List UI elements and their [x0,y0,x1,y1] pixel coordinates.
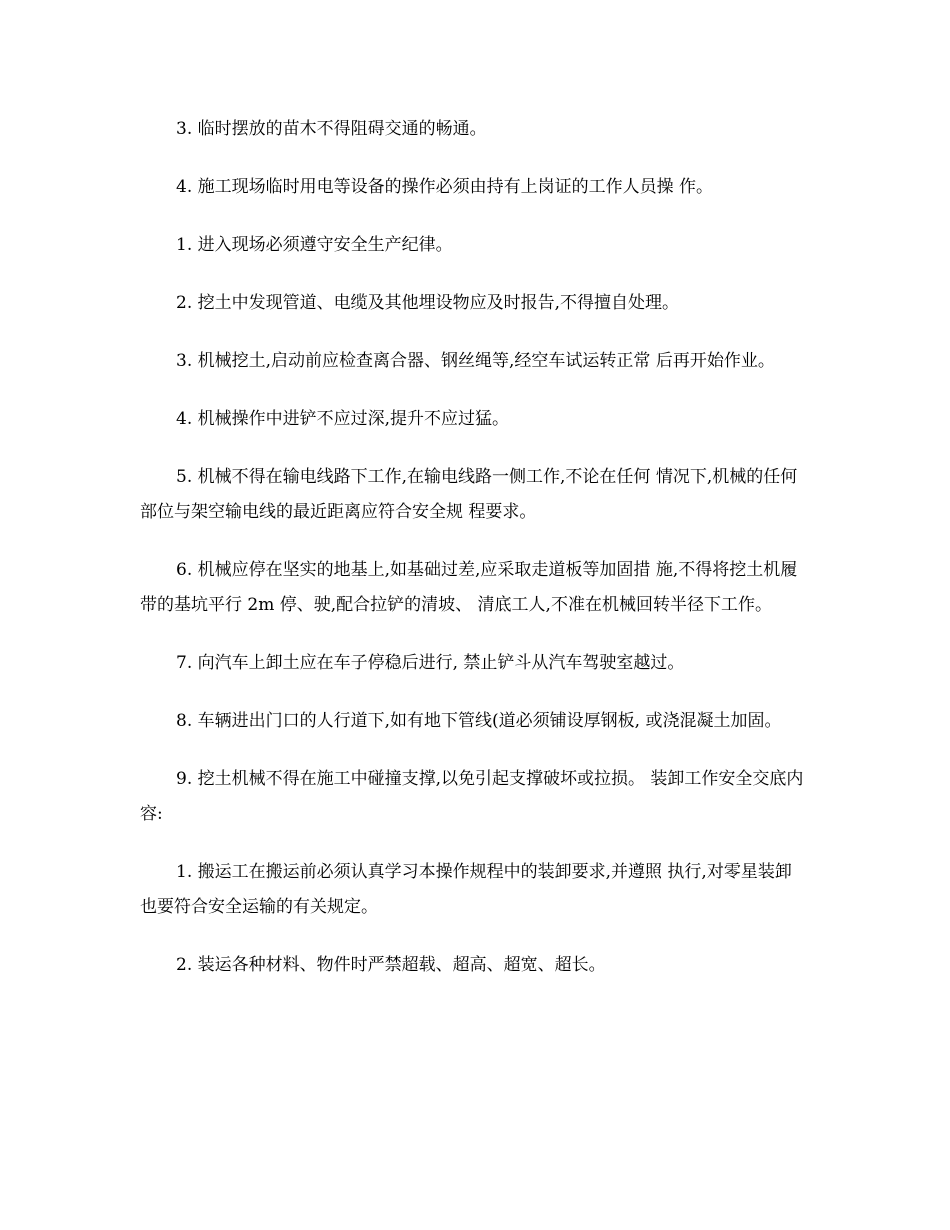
paragraph: 1. 进入现场必须遵守安全生产纪律。 [176,235,453,255]
paragraph: 7. 向汽车上卸土应在车子停稳后进行, 禁止铲斗从汽车驾驶室越过。 [176,653,685,673]
paragraph: 4. 机械操作中进铲不应过深,提升不应过猛。 [176,409,510,429]
document-body [140,112,808,1006]
paragraph: 2. 装运各种材料、物件时严禁超载、超高、超宽、超长。 [176,955,606,975]
paragraph: 1. 搬运工在搬运前必须认真学习本操作规程中的装卸要求,并遵照 执行,对零星装卸也要符合安全运输的有关规定。 [140,862,792,917]
paragraph: 5. 机械不得在输电线路下工作,在输电线路一侧工作,不论在任何 情况下,机械的任何部位与架空输电线的最近距离应符合安全规 程要求。 [140,467,798,522]
paragraph: 2. 挖土中发现管道、电缆及其他埋设物应及时报告,不得擅自处理。 [176,293,680,313]
paragraph: 6. 机械应停在坚实的地基上,如基础过差,应采取走道板等加固措 施,不得将挖土机履带的基坑平行 2m 停、驶,配合拉铲的清坡、 清底工人,不准在机械回转半径下工作。 [140,560,798,615]
paragraph: 8. 车辆进出门口的人行道下,如有地下管线(道必须铺设厚钢板, 或浇混凝土加固。 [176,711,782,731]
paragraph: 9. 挖土机械不得在施工中碰撞支撑,以免引起支撑破坏或拉损。 装卸工作安全交底内容: [140,769,804,824]
paragraph: 3. 机械挖土,启动前应检查离合器、钢丝绳等,经空车试运转正常 后再开始作业。 [176,351,775,371]
paragraph: 3. 临时摆放的苗木不得阻碍交通的畅通。 [176,119,487,139]
paragraph: 4. 施工现场临时用电等设备的操作必须由持有上岗证的工作人员操 作。 [176,177,714,197]
